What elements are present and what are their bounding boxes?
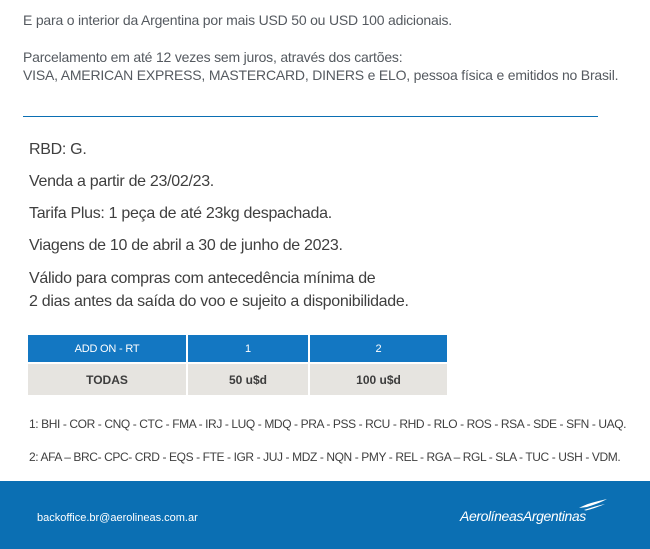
table-header-row (28, 335, 447, 363)
table-header-cell: ADD ON - RT (28, 335, 187, 363)
table-cell: TODAS (28, 363, 187, 395)
sale-date-text: Venda a partir de 23/02/23. (29, 173, 214, 190)
add-on-fares-table (28, 335, 447, 395)
table-header-cell: 2 (309, 335, 447, 363)
brand-logo (460, 501, 610, 531)
conditions-block (29, 139, 629, 313)
route-list-1: 1: BHI - COR - CNQ - CTC - FMA - IRJ - LUQ - MDQ - PRA - PSS - RCU - RHD - RLO - ROS - RSA - SDE - SFN - UAQ. (29, 417, 627, 431)
table-row (28, 363, 447, 395)
table-cell: 100 u$d (309, 363, 447, 395)
brand-name: AerolíneasArgentinas (460, 508, 586, 524)
validity-line-2: 2 dias antes da saída do voo e sujeito a disponibilidade. (29, 293, 409, 310)
intro-line-installments: Parcelamento em até 12 vezes sem juros, através dos cartões: (23, 49, 403, 65)
contact-email-link[interactable]: backoffice.br@aerolineas.com.ar (37, 512, 198, 524)
travel-dates-text: Viagens de 10 de abril a 30 de junho de 2023. (29, 237, 343, 254)
section-divider (23, 116, 598, 117)
footer-bar (0, 481, 650, 549)
validity-text (29, 267, 629, 313)
rbd-text: RBD: G. (29, 141, 87, 158)
tariff-text: Tarifa Plus: 1 peça de até 23kg despachada. (29, 205, 332, 222)
condor-icon (578, 498, 608, 512)
intro-text (23, 11, 633, 84)
table-cell: 50 u$d (187, 363, 309, 395)
validity-line-1: Válido para compras com antecedência mínima de (29, 270, 376, 287)
intro-line-cards: VISA, AMERICAN EXPRESS, MASTERCARD, DINERS e ELO, pessoa física e emitidos no Brasil. (23, 67, 619, 83)
route-list-2: 2: AFA – BRC- CPC- CRD - EQS - FTE - IGR - JUJ - MDZ - NQN - PMY - REL - RGA – RGL - SLA - TUC - USH - VDM. (29, 450, 621, 464)
table-header-cell: 1 (187, 335, 309, 363)
intro-line-domestic: E para o interior da Argentina por mais USD 50 ou USD 100 adicionais. (23, 12, 452, 28)
